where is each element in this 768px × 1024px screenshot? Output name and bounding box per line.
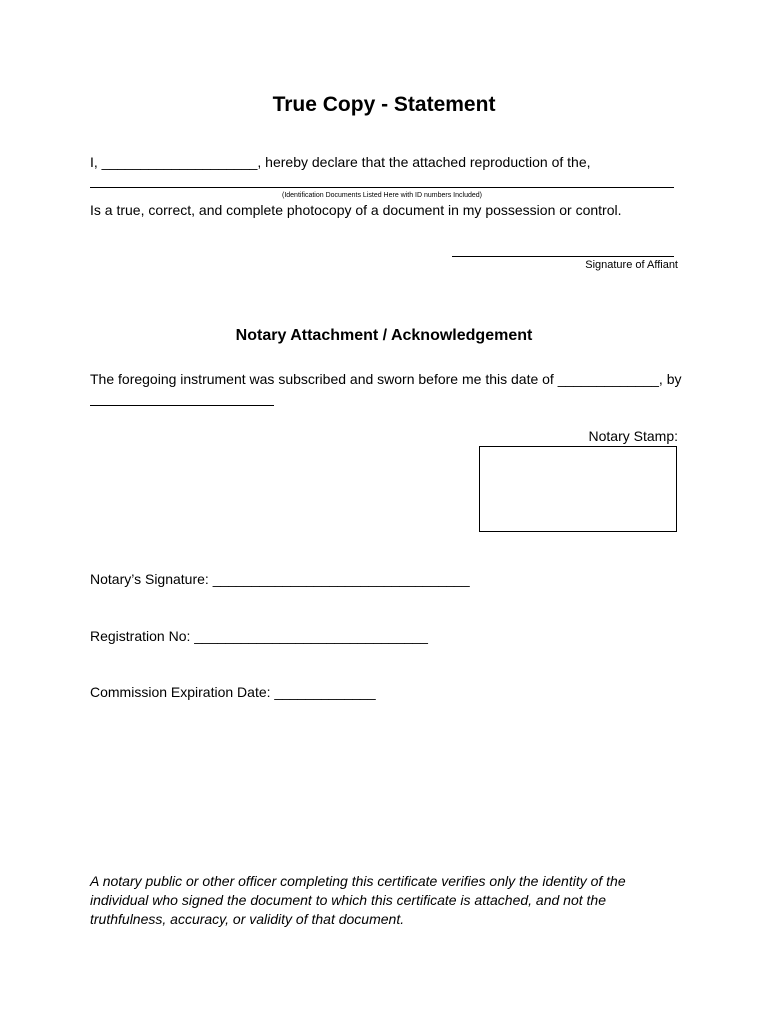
- sworn-line: The foregoing instrument was subscribed and sworn before me this date of _____________, by: [90, 371, 682, 387]
- disclaimer-line: A notary public or other officer completing this certificate verifies only the identity of the: [90, 873, 626, 889]
- notary-disclaimer: [90, 872, 650, 929]
- disclaimer-line: truthfulness, accuracy, or validity of that document.: [90, 911, 405, 927]
- notary-stamp-label: Notary Stamp:: [588, 428, 678, 444]
- notary-stamp-box: [479, 446, 677, 532]
- sworn-by-blank: [90, 405, 274, 406]
- commission-expiration-line: Commission Expiration Date: _____________: [90, 684, 376, 700]
- notary-heading: Notary Attachment / Acknowledgement: [235, 327, 533, 344]
- document-title: True Copy - Statement: [272, 93, 496, 116]
- declaration-line: I, ____________________, hereby declare that the attached reproduction of the,: [90, 154, 591, 170]
- disclaimer-line: individual who signed the document to which this certificate is attached, and not the: [90, 892, 606, 908]
- identification-documents-blank: [90, 187, 674, 188]
- statement-line: Is a true, correct, and complete photocopy of a document in my possession or control.: [90, 202, 622, 218]
- notary-signature-line: Notary’s Signature: _________________________________: [90, 571, 470, 587]
- affiant-signature-line: [452, 256, 674, 257]
- affiant-signature-caption: Signature of Affiant: [585, 259, 678, 271]
- identification-caption: (Identification Documents Listed Here with ID numbers Included): [282, 192, 482, 199]
- registration-number-line: Registration No: ______________________________: [90, 628, 428, 644]
